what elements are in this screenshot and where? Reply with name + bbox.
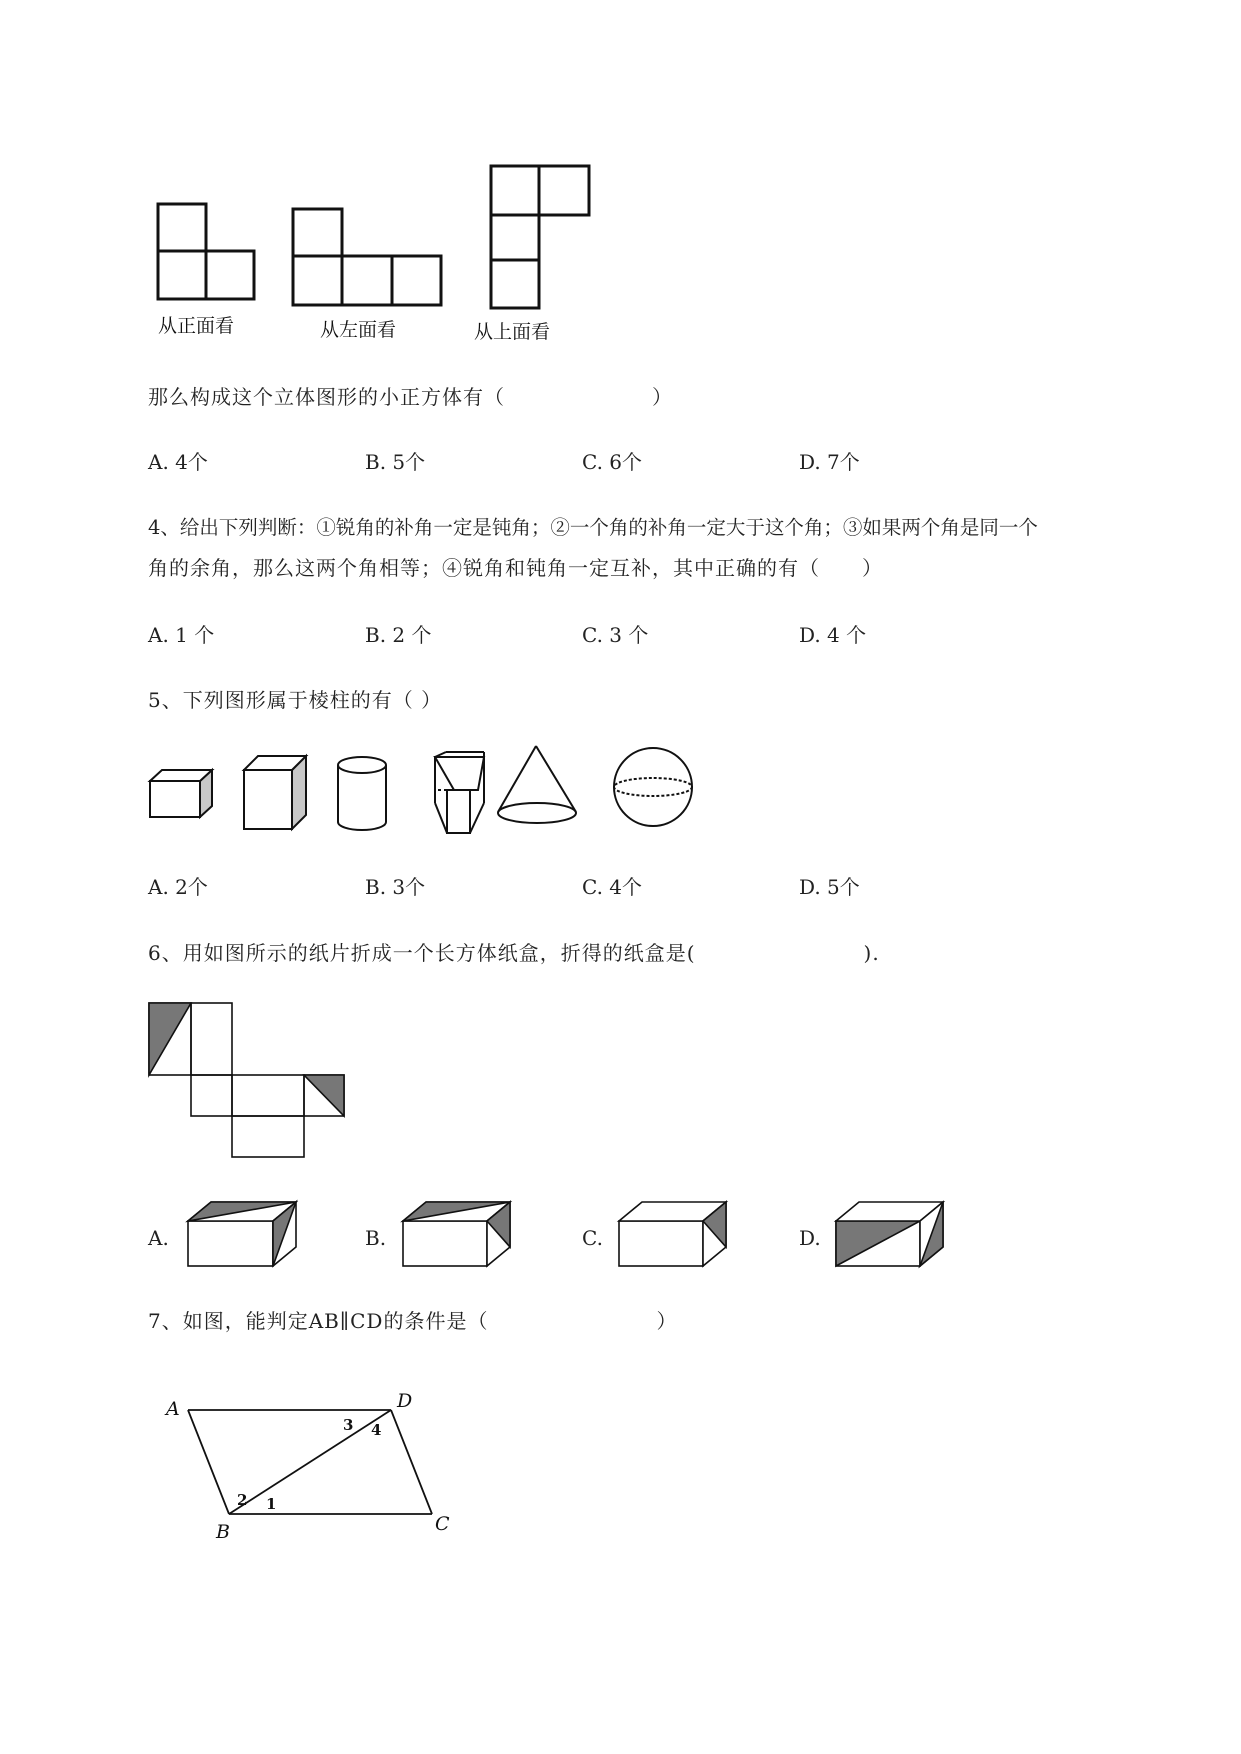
vertex-b-label: B bbox=[216, 1521, 230, 1543]
q4-stem-line2: 角的余角，那么这两个角相等；④锐角和钝角一定互补，其中正确的有（ ） bbox=[148, 556, 883, 580]
vertex-a-label: A bbox=[166, 1398, 180, 1420]
q5-option-d: D. 5个 bbox=[799, 875, 860, 899]
vertex-d-label: D bbox=[397, 1390, 413, 1412]
q5-option-a: A. 2个 bbox=[148, 875, 208, 899]
vertex-c-label: C bbox=[435, 1513, 450, 1535]
top-view-caption: 从上面看 bbox=[474, 321, 551, 343]
q3-option-a: A. 4个 bbox=[148, 450, 208, 474]
angle-3-label: 3 bbox=[343, 1416, 354, 1434]
q6-option-b: B. bbox=[365, 1226, 387, 1250]
q6-option-c: C. bbox=[582, 1226, 603, 1250]
q4-option-a: A. 1 个 bbox=[148, 623, 215, 647]
left-view-caption: 从左面看 bbox=[320, 319, 397, 341]
q7-stem: 7、如图，能判定AB∥CD的条件是（ ） bbox=[148, 1309, 678, 1333]
q3-option-b: B. 5个 bbox=[365, 450, 426, 474]
q5-stem: 5、下列图形属于棱柱的有（ ） bbox=[148, 688, 443, 712]
angle-4-label: 4 bbox=[371, 1421, 382, 1439]
q6-option-a: A. bbox=[148, 1226, 169, 1250]
q3-option-d: D. 7个 bbox=[799, 450, 860, 474]
angle-1-label: 1 bbox=[266, 1495, 277, 1513]
q4-option-c: C. 3 个 bbox=[582, 623, 649, 647]
q4-stem-line1: 4、给出下列判断：①锐角的补角一定是钝角；②一个角的补角一定大于这个角；③如果两个角是同一个 bbox=[148, 516, 1038, 539]
q4-option-d: D. 4 个 bbox=[799, 623, 867, 647]
q5-option-b: B. 3个 bbox=[365, 875, 426, 899]
q3-option-c: C. 6个 bbox=[582, 450, 643, 474]
q6-stem: 6、用如图所示的纸片折成一个长方体纸盒，折得的纸盒是( ). bbox=[148, 941, 880, 965]
q4-option-b: B. 2 个 bbox=[365, 623, 432, 647]
q3-stem: 那么构成这个立体图形的小正方体有（ ） bbox=[148, 385, 673, 409]
q6-option-d: D. bbox=[799, 1226, 821, 1250]
q5-option-c: C. 4个 bbox=[582, 875, 643, 899]
front-view-caption: 从正面看 bbox=[158, 315, 235, 337]
angle-2-label: 2 bbox=[237, 1491, 248, 1509]
